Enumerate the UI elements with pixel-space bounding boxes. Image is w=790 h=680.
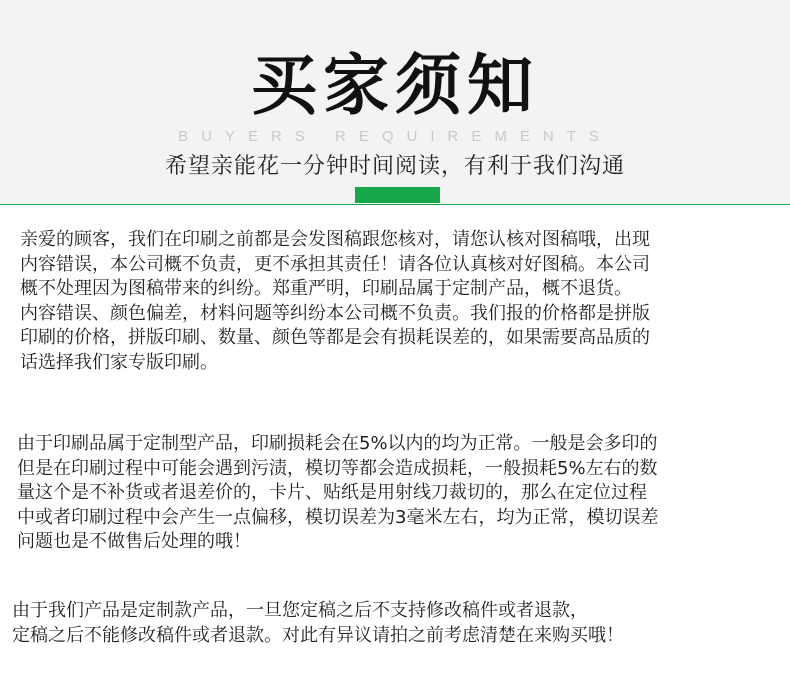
notice-paragraph-loss	[17, 432, 658, 555]
paragraph-line: 量这个是不补货或者退差价的，卡片、贴纸是用射线刀裁切的，那么在定位过程	[17, 482, 647, 503]
paragraph-line: 由于印刷品属于定制型产品，印刷损耗会在5%以内的均为正常。一般是会多印的	[17, 433, 658, 454]
header-divider	[0, 204, 790, 205]
notice-paragraph-proof	[20, 228, 650, 375]
paragraph-line: 中或者印刷过程中会产生一点偏移，模切误差为3毫米左右，均为正常，模切误差	[17, 506, 659, 528]
paragraph-line: 由于我们产品是定制款产品，一旦您定稿之后不支持修改稿件或者退款，	[12, 600, 588, 621]
notice-paragraph-refund	[12, 599, 624, 648]
paragraph-line: 概不处理因为图稿带来的纠纷。郑重严明，印刷品属于定制产品，概不退货。	[20, 278, 632, 299]
page-title: 买家须知	[251, 47, 539, 124]
paragraph-line: 内容错误，本公司概不负责，更不承担其责任！请各位认真核对好图稿。本公司	[20, 253, 650, 275]
paragraph-line: 内容错误、颜色偏差，材料问题等纠纷本公司概不负责。我们报的价格都是拼版	[20, 302, 650, 324]
paragraph-line: 话选择我们家专版印刷。	[20, 351, 218, 373]
header-banner	[0, 0, 790, 205]
english-subtitle: BUYERS REQUIREMENTS	[178, 128, 612, 145]
paragraph-line: 印刷的价格，拼版印刷、数量、颜色等都是会有损耗误差的，如果需要高品质的	[20, 327, 650, 348]
slogan-text: 希望亲能花一分钟时间阅读，有利于我们沟通	[164, 154, 625, 179]
paragraph-line: 但是在印刷过程中可能会遇到污渍，模切等都会造成损耗，一般损耗5%左右的数	[17, 457, 658, 479]
paragraph-line: 定稿之后不能修改稿件或者退款。对此有异议请拍之前考虑清楚在来购买哦！	[12, 624, 624, 646]
paragraph-line: 问题也是不做售后处理的哦！	[17, 531, 251, 552]
paragraph-line: 亲爱的顾客，我们在印刷之前都是会发图稿跟您核对，请您认核对图稿哦，出现	[20, 229, 650, 250]
accent-bar	[355, 187, 440, 203]
